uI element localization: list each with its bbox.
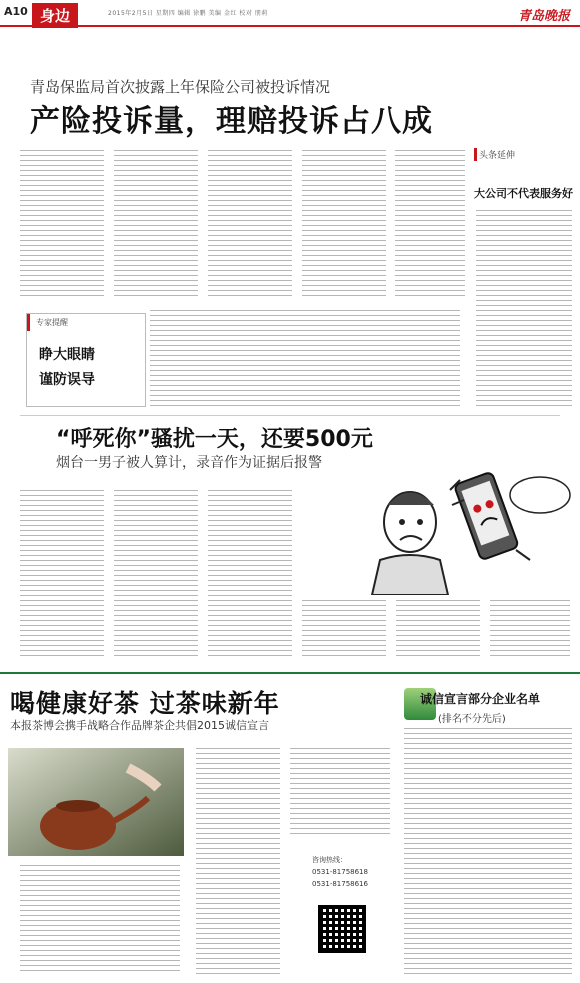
story2-headline: “呼死你”骚扰一天，还要500元 — [56, 427, 373, 452]
story1-column-2 — [114, 150, 198, 300]
sidebar-text — [476, 210, 572, 410]
story2-column-3 — [208, 490, 292, 660]
story2-column-2 — [114, 490, 198, 660]
ad-text-column-3 — [290, 748, 390, 838]
story2-column-6 — [490, 600, 570, 660]
integrity-list-note: (排名不分先后) — [438, 714, 506, 725]
story1-headline: 产险投诉量，理赔投诉占八成 — [30, 104, 433, 139]
integrity-company-list — [404, 728, 572, 976]
story2-kicker: 烟台一男子被人算计，录音作为证据后报警 — [56, 455, 322, 471]
teapot-photo — [8, 748, 184, 856]
story2-column-4 — [302, 600, 386, 660]
header-meta: 2015年2月5日 星期四 编辑 徐鹏 美编 金红 校对 朋莉 — [108, 10, 268, 17]
header-rule — [0, 25, 580, 27]
story1-column-5 — [395, 150, 465, 300]
page-number: A10 — [4, 5, 28, 18]
page-header — [0, 0, 580, 26]
story1-column-4 — [302, 150, 386, 300]
ad-text-column-1 — [20, 865, 180, 975]
ad-phone-1: 0531-81758618 — [312, 868, 368, 876]
ad-contact-label: 咨询热线： — [312, 856, 347, 864]
qr-code — [318, 905, 366, 953]
expert-tip-tag: 专家提醒 — [27, 314, 74, 331]
expert-tip-box — [26, 313, 146, 407]
expert-tip-line2: 谨防误导 — [39, 372, 95, 388]
ad-phone-2: 0531-81758616 — [312, 880, 368, 888]
story1-column-3 — [208, 150, 292, 300]
story2-column-5 — [396, 600, 480, 660]
story1-lower-text — [150, 310, 460, 410]
ad-headline: 喝健康好茶 过茶味新年 — [10, 689, 280, 718]
section-tag: 身边 — [32, 3, 78, 28]
phone-harassment-illustration — [340, 460, 574, 595]
paper-logo: 青岛晚报 — [517, 9, 570, 24]
headline-extension-sidebar — [474, 148, 574, 201]
sidebar-tag: 头条延伸 — [474, 148, 574, 161]
ad-subheadline: 本报茶博会携手战略合作品牌茶企共倡2015诚信宣言 — [10, 719, 269, 732]
story2-column-1 — [20, 490, 104, 660]
story1-kicker: 青岛保监局首次披露上年保险公司被投诉情况 — [30, 78, 331, 96]
story1-column-1 — [20, 150, 104, 300]
story-divider — [20, 415, 560, 416]
sidebar-title: 大公司不代表服务好 — [474, 187, 573, 200]
ad-text-column-2 — [196, 748, 280, 975]
expert-tip-line1: 睁大眼睛 — [39, 347, 95, 363]
integrity-list-title: 诚信宣言部分企业名单 — [420, 692, 541, 706]
